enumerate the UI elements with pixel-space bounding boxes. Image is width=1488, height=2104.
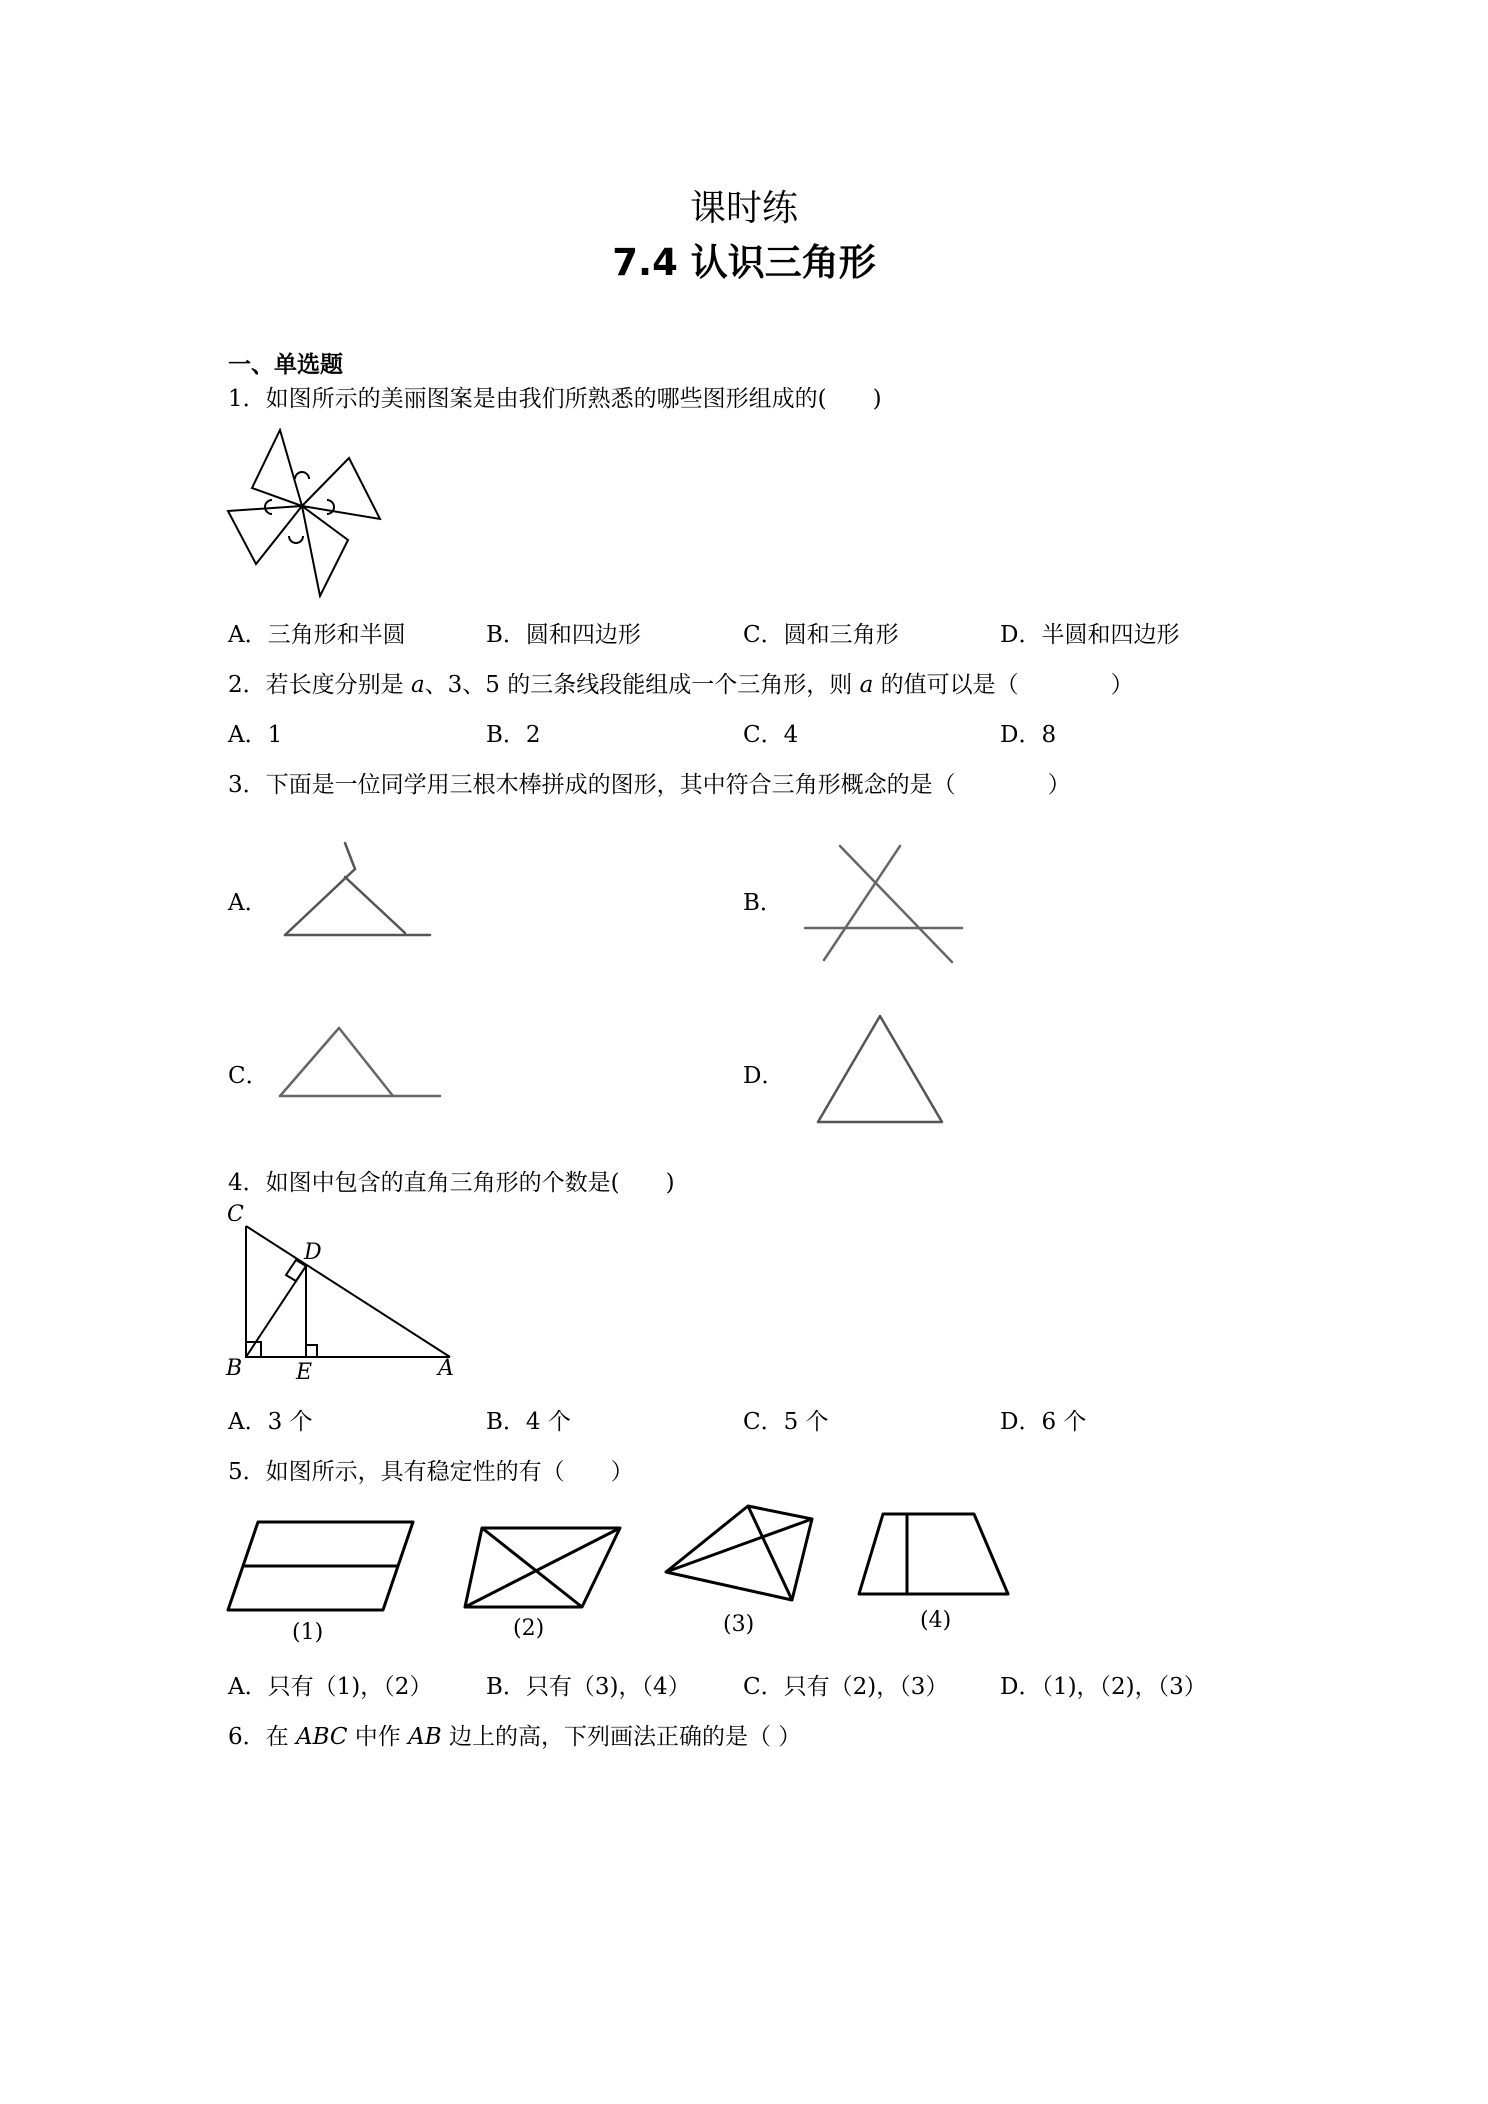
q4-option-d[interactable]: D．6 个 <box>1000 1409 1087 1435</box>
question-text-a: 在 <box>265 1724 296 1750</box>
q3-figure-a <box>275 835 435 945</box>
variable-abc: ABC <box>295 1724 348 1750</box>
question-3 <box>228 766 1071 799</box>
question-text: 下面是一位同学用三根木棒拼成的图形，其中符合三角形概念的是（ ） <box>265 772 1071 798</box>
q1-option-c[interactable]: C．圆和三角形 <box>743 622 899 648</box>
label-d: D <box>304 1240 322 1265</box>
q3-figure-d <box>810 1010 950 1130</box>
question-number: 6． <box>228 1724 266 1750</box>
figure-label-2: (2) <box>513 1616 545 1641</box>
section-heading: 一、单选题 <box>228 351 343 378</box>
question-text-a: 若长度分别是 <box>265 672 411 698</box>
q4-option-b[interactable]: B．4 个 <box>486 1409 571 1435</box>
q3-option-b[interactable]: B． <box>743 890 783 916</box>
question-1 <box>228 380 882 413</box>
q1-option-d[interactable]: D．半圆和四边形 <box>1000 622 1180 648</box>
question-6 <box>228 1718 801 1751</box>
q2-option-d[interactable]: D．8 <box>1000 722 1057 748</box>
q4-option-c[interactable]: C．5 个 <box>743 1409 829 1435</box>
label-e: E <box>296 1360 313 1385</box>
right-triangle-figure <box>222 1200 462 1390</box>
q5-option-b[interactable]: B．只有（3)，（4） <box>486 1674 691 1700</box>
question-text: 如图所示，具有稳定性的有（ ） <box>265 1459 634 1485</box>
variable-a: a <box>410 672 425 698</box>
q5-option-d[interactable]: D．（1)，（2)，（3） <box>1000 1674 1207 1700</box>
question-2 <box>228 666 1134 699</box>
q2-option-a[interactable]: A．1 <box>228 722 283 748</box>
question-text-b: 、3、5 的三条线段能组成一个三角形，则 <box>424 672 860 698</box>
pinwheel-figure <box>225 428 385 598</box>
question-text-b: 中作 <box>347 1724 409 1750</box>
question-number: 5． <box>228 1459 266 1485</box>
variable-ab: AB <box>408 1724 442 1750</box>
q1-option-b[interactable]: B．圆和四边形 <box>486 622 641 648</box>
question-number: 2． <box>228 672 266 698</box>
stability-figures <box>220 1500 1040 1660</box>
q4-option-a[interactable]: A．3 个 <box>228 1409 313 1435</box>
q5-option-a[interactable]: A．只有（1)，（2） <box>228 1674 433 1700</box>
label-b: B <box>226 1356 243 1381</box>
question-5 <box>228 1453 634 1486</box>
q1-option-a[interactable]: A．三角形和半圆 <box>228 622 406 648</box>
q3-option-c[interactable]: C． <box>228 1063 269 1089</box>
label-a: A <box>438 1356 454 1381</box>
q5-option-c[interactable]: C．只有（2)，（3） <box>743 1674 949 1700</box>
question-text-c: 边上的高，下列画法正确的是（ ） <box>441 1724 802 1750</box>
question-4 <box>228 1164 675 1197</box>
q2-option-b[interactable]: B．2 <box>486 722 541 748</box>
q2-option-c[interactable]: C．4 <box>743 722 799 748</box>
q3-figure-b <box>800 840 970 970</box>
figure-label-4: (4) <box>920 1608 952 1633</box>
question-text-c: 的值可以是（ ） <box>873 672 1134 698</box>
q3-option-d[interactable]: D． <box>743 1063 785 1089</box>
page-subtitle: 课时练 <box>689 188 798 229</box>
variable-a-2: a <box>859 672 874 698</box>
page-title: 7.4 认识三角形 <box>612 241 876 284</box>
figure-label-1: (1) <box>292 1620 324 1645</box>
question-text: 如图中包含的直角三角形的个数是( ) <box>265 1170 675 1196</box>
q3-option-a[interactable]: A． <box>228 890 268 916</box>
label-c: C <box>227 1202 244 1227</box>
question-text: 如图所示的美丽图案是由我们所熟悉的哪些图形组成的( ) <box>265 386 882 412</box>
q3-figure-c <box>275 1020 445 1105</box>
question-number: 4． <box>228 1170 266 1196</box>
figure-label-3: (3) <box>723 1612 755 1637</box>
question-number: 1． <box>228 386 266 412</box>
question-number: 3． <box>228 772 266 798</box>
